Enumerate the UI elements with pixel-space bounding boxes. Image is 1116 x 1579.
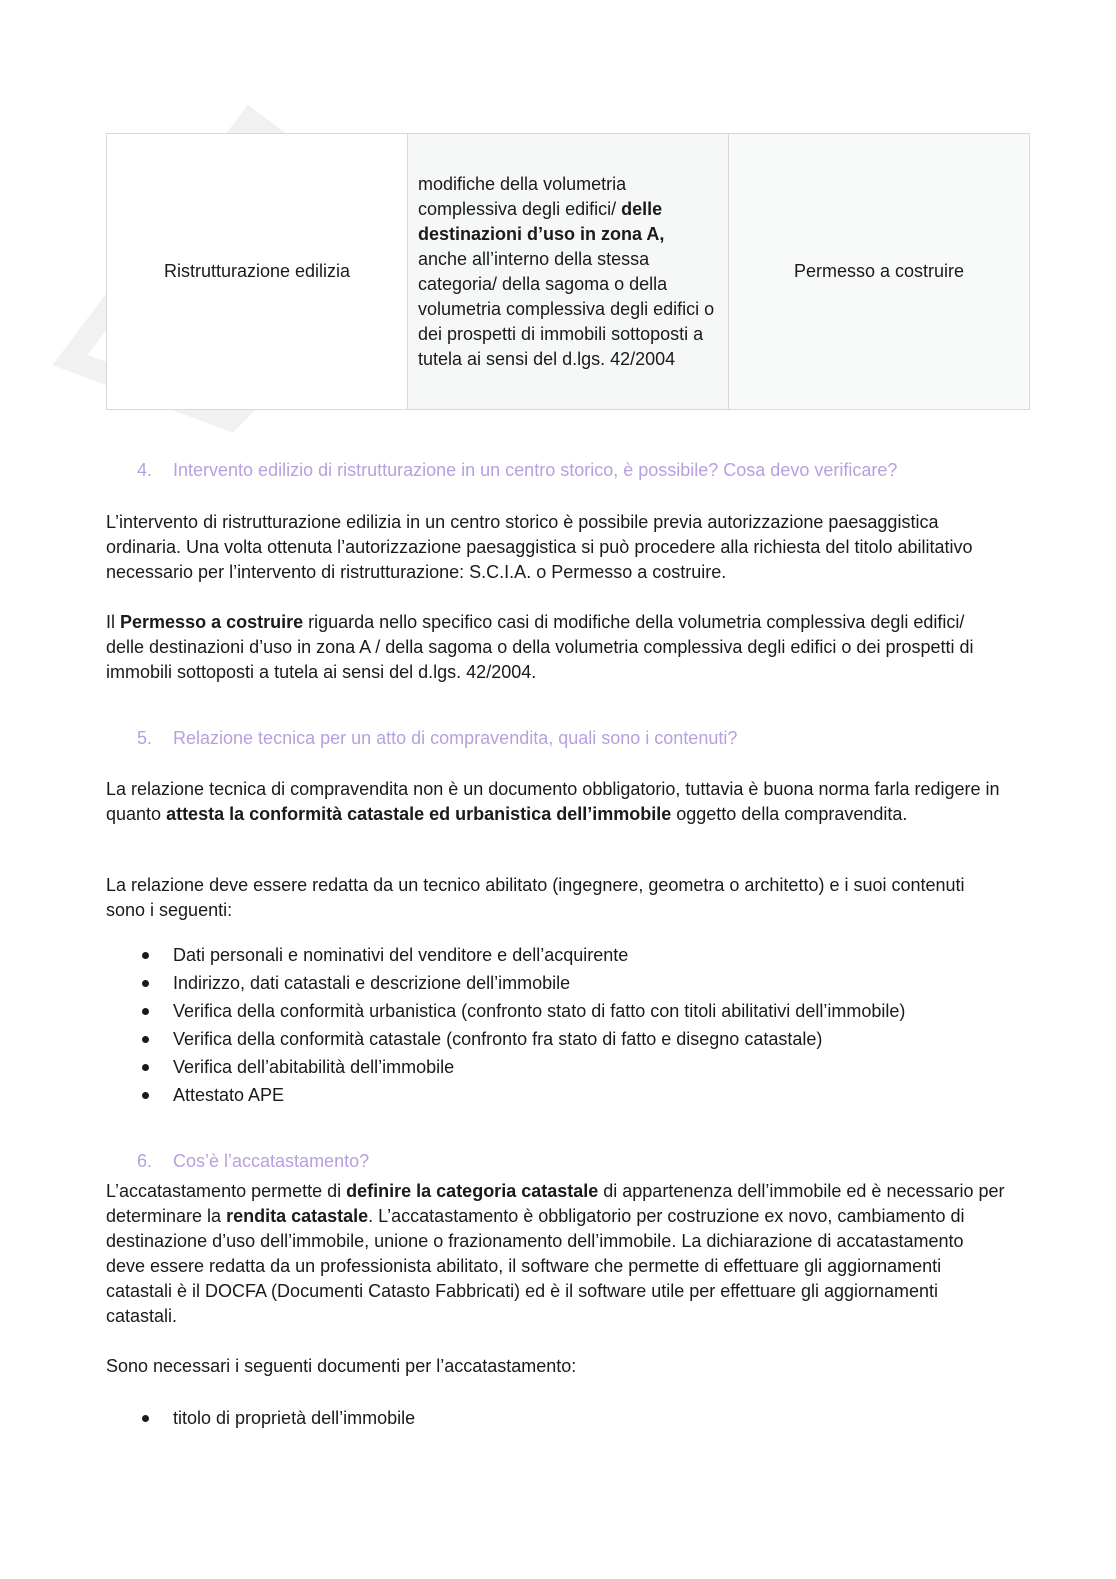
section-6-list	[106, 1404, 415, 1432]
bullet-icon	[142, 1415, 149, 1422]
table-row	[107, 134, 1030, 410]
list-item: Dati personali e nominativi del venditore e dell’acquirente	[106, 941, 905, 969]
list-item: Attestato APE	[106, 1081, 905, 1109]
section-6-heading: 6. Cos’è l’accatastamento?	[137, 1151, 370, 1171]
list-item: titolo di proprietà dell’immobile	[106, 1404, 415, 1432]
list-item: Verifica della conformità catastale (confronto fra stato di fatto e disegno catastale)	[106, 1025, 905, 1053]
section-4-paragraph-2: Il Permesso a costruire riguarda nello specifico casi di modifiche della volumetria complessiva degli edifici/ delle destinazioni d’uso in zona A / della sagoma o della volumetria complessiva degli edifici o dei prospetti di immobili sottoposti a tutela ai sensi del d.lgs. 42/2004.	[106, 612, 974, 682]
section-5-list	[106, 941, 905, 1109]
list-item: Verifica dell’abitabilità dell’immobile	[106, 1053, 905, 1081]
bullet-icon	[142, 1064, 149, 1071]
section-5-heading: 5. Relazione tecnica per un atto di compravendita, quali sono i contenuti?	[137, 728, 738, 748]
bullet-icon	[142, 1092, 149, 1099]
bullet-icon	[142, 1008, 149, 1015]
list-item: Verifica della conformità urbanistica (confronto stato di fatto con titoli abilitativi dell’immobile)	[106, 997, 905, 1025]
bullet-icon	[142, 952, 149, 959]
section-5-paragraph-1: La relazione tecnica di compravendita non è un documento obbligatorio, tuttavia è buona norma farla redigere in quanto attesta la conformità catastale ed urbanistica dell’immobile oggetto della compravendita.	[106, 779, 1000, 824]
section-5-paragraph-2: La relazione deve essere redatta da un tecnico abilitato (ingegnere, geometra o architetto) e i suoi contenuti sono i seguenti:	[106, 875, 965, 920]
section-6-paragraph-1: L’accatastamento permette di definire la categoria catastale di appartenenza dell’immobile ed è necessario per determinare la rendita catastale. L’accatastamento è obbligatorio per costruzione ex novo, cambiamento di destinazione d’uso dell’immobile, unione o frazionamento dell’immobile. La dichiarazione di accatastamento deve essere redatta da un professionista abilitato, il software che permette di effettuare gli aggiornamenti catastali è il DOCFA (Documenti Catasto Fabbricati) ed è il software utile per effettuare gli aggiornamenti catastali.	[106, 1181, 1005, 1326]
section-6-paragraph-2: Sono necessari i seguenti documenti per l’accatastamento:	[106, 1356, 577, 1376]
table-cell-intervention: Ristrutturazione edilizia	[107, 134, 408, 410]
bullet-icon	[142, 1036, 149, 1043]
table-cell-description: modifiche della volumetria complessiva degli edifici/ delle destinazioni d’uso in zona A, anche all’interno della stessa categoria/ della sagoma o della volumetria complessiva degli edifici o dei prospetti di immobili sottoposti a tutela ai sensi del d.lgs. 42/2004	[408, 134, 729, 410]
list-item: Indirizzo, dati catastali e descrizione dell’immobile	[106, 969, 905, 997]
table-cell-title: Permesso a costruire	[729, 134, 1030, 410]
bullet-icon	[142, 980, 149, 987]
intervention-table	[106, 133, 1030, 410]
section-4-heading: 4. Intervento edilizio di ristrutturazione in un centro storico, è possibile? Cosa devo verificare?	[137, 460, 898, 480]
section-4-paragraph-1: L’intervento di ristrutturazione edilizia in un centro storico è possibile previa autorizzazione paesaggistica ordinaria. Una volta ottenuta l’autorizzazione paesaggistica si può procedere alla richiesta del titolo abilitativo necessario per l’intervento di ristrutturazione: S.C.I.A. o Permesso a costruire.	[106, 512, 973, 582]
